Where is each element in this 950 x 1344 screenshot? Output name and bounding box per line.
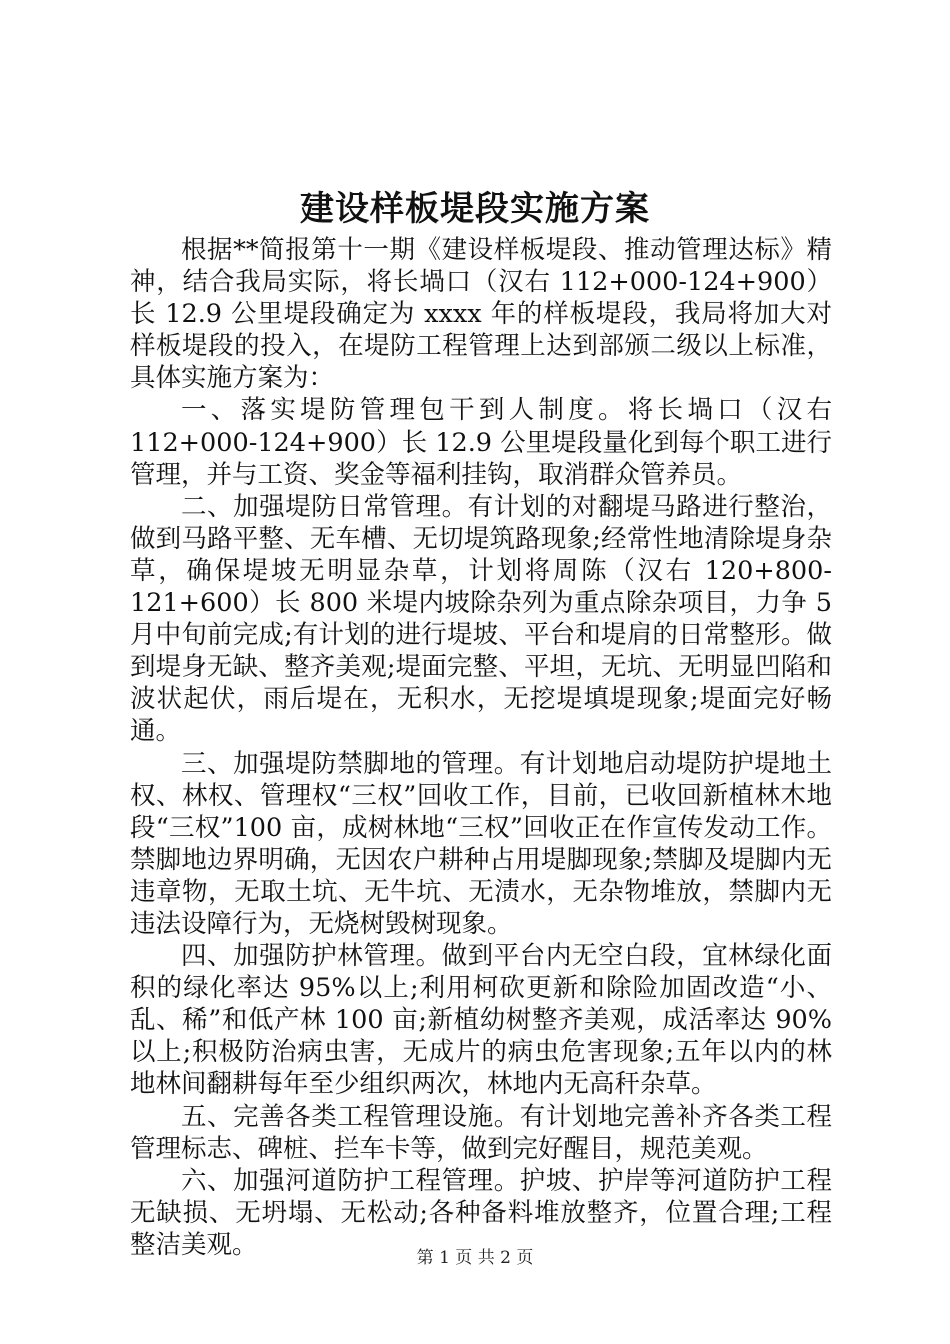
paragraph-section-3: 三、加强堤防禁脚地的管理。有计划地启动堤防护堤地土权、林权、管理权“三权”回收工作，目前，已收回新植林木地段“三权”100 亩，成树林地“三权”回收正在作宣传发动工作。禁脚地边界明确，无因农户耕种占用堤脚现象;禁脚及堤脚内无违章物，无取土坑、无牛坑、无渍水，无杂物堆放，禁脚内无违法设障行为，无烧树毁树现象。	[130, 748, 832, 939]
paragraph-section-6: 六、加强河道防护工程管理。护坡、护岸等河道防护工程无缺损、无坍塌、无松动;各种备料堆放整齐，位置合理;工程整洁美观。	[130, 1165, 832, 1260]
paragraph-section-4: 四、加强防护林管理。做到平台内无空白段，宜林绿化面积的绿化率达 95%以上;利用柯砍更新和除险加固改造“小、乱、稀”和低产林 100 亩;新植幼树整齐美观，成活率达 90%以上;积极防治病虫害，无成片的病虫危害现象;五年以内的林地林间翻耕每年至少组织两次，林地内无高秆杂草。	[130, 941, 832, 1100]
paragraph-section-2: 二、加强堤防日常管理。有计划的对翻堤马路进行整治，做到马路平整、无车槽、无切堤筑路现象;经常性地清除堤身杂草，确保堤坡无明显杂草，计划将周陈（汉右 120+800-121+600）长 800 米堤内坡除杂列为重点除杂项目，力争 5 月中旬前完成;有计划的进行堤坡、平台和堤肩的日常整形。做到堤身无缺、整齐美观;堤面完整、平坦，无坑、无明显凹陷和波状起伏，雨后堤在，无积水，无挖堤填堤现象;堤面完好畅通。	[130, 491, 832, 747]
page-footer: 第 1 页 共 2 页	[416, 1248, 534, 1268]
paragraph-intro: 根据**简报第十一期《建设样板堤段、推动管理达标》精神，结合我局实际，将长堝口（汉右 112+000-124+900）长 12.9 公里堤段确定为 xxxx 年的样板堤段，我局将加大对样板堤段的投入，在堤防工程管理上达到部颁二级以上标准，具体实施方案为：	[130, 235, 832, 394]
document-body	[130, 234, 832, 1261]
paragraph-section-5: 五、完善各类工程管理设施。有计划地完善补齐各类工程管理标志、碑桩、拦车卡等，做到完好醒目，规范美观。	[130, 1101, 832, 1164]
paragraph-section-1: 一、落实堤防管理包干到人制度。将长堝口（汉右 112+000-124+900）长 12.9 公里堤段量化到每个职工进行管理，并与工资、奖金等福利挂钩，取消群众管养员。	[130, 395, 832, 490]
document-title: 建设样板堤段实施方案	[300, 189, 650, 229]
